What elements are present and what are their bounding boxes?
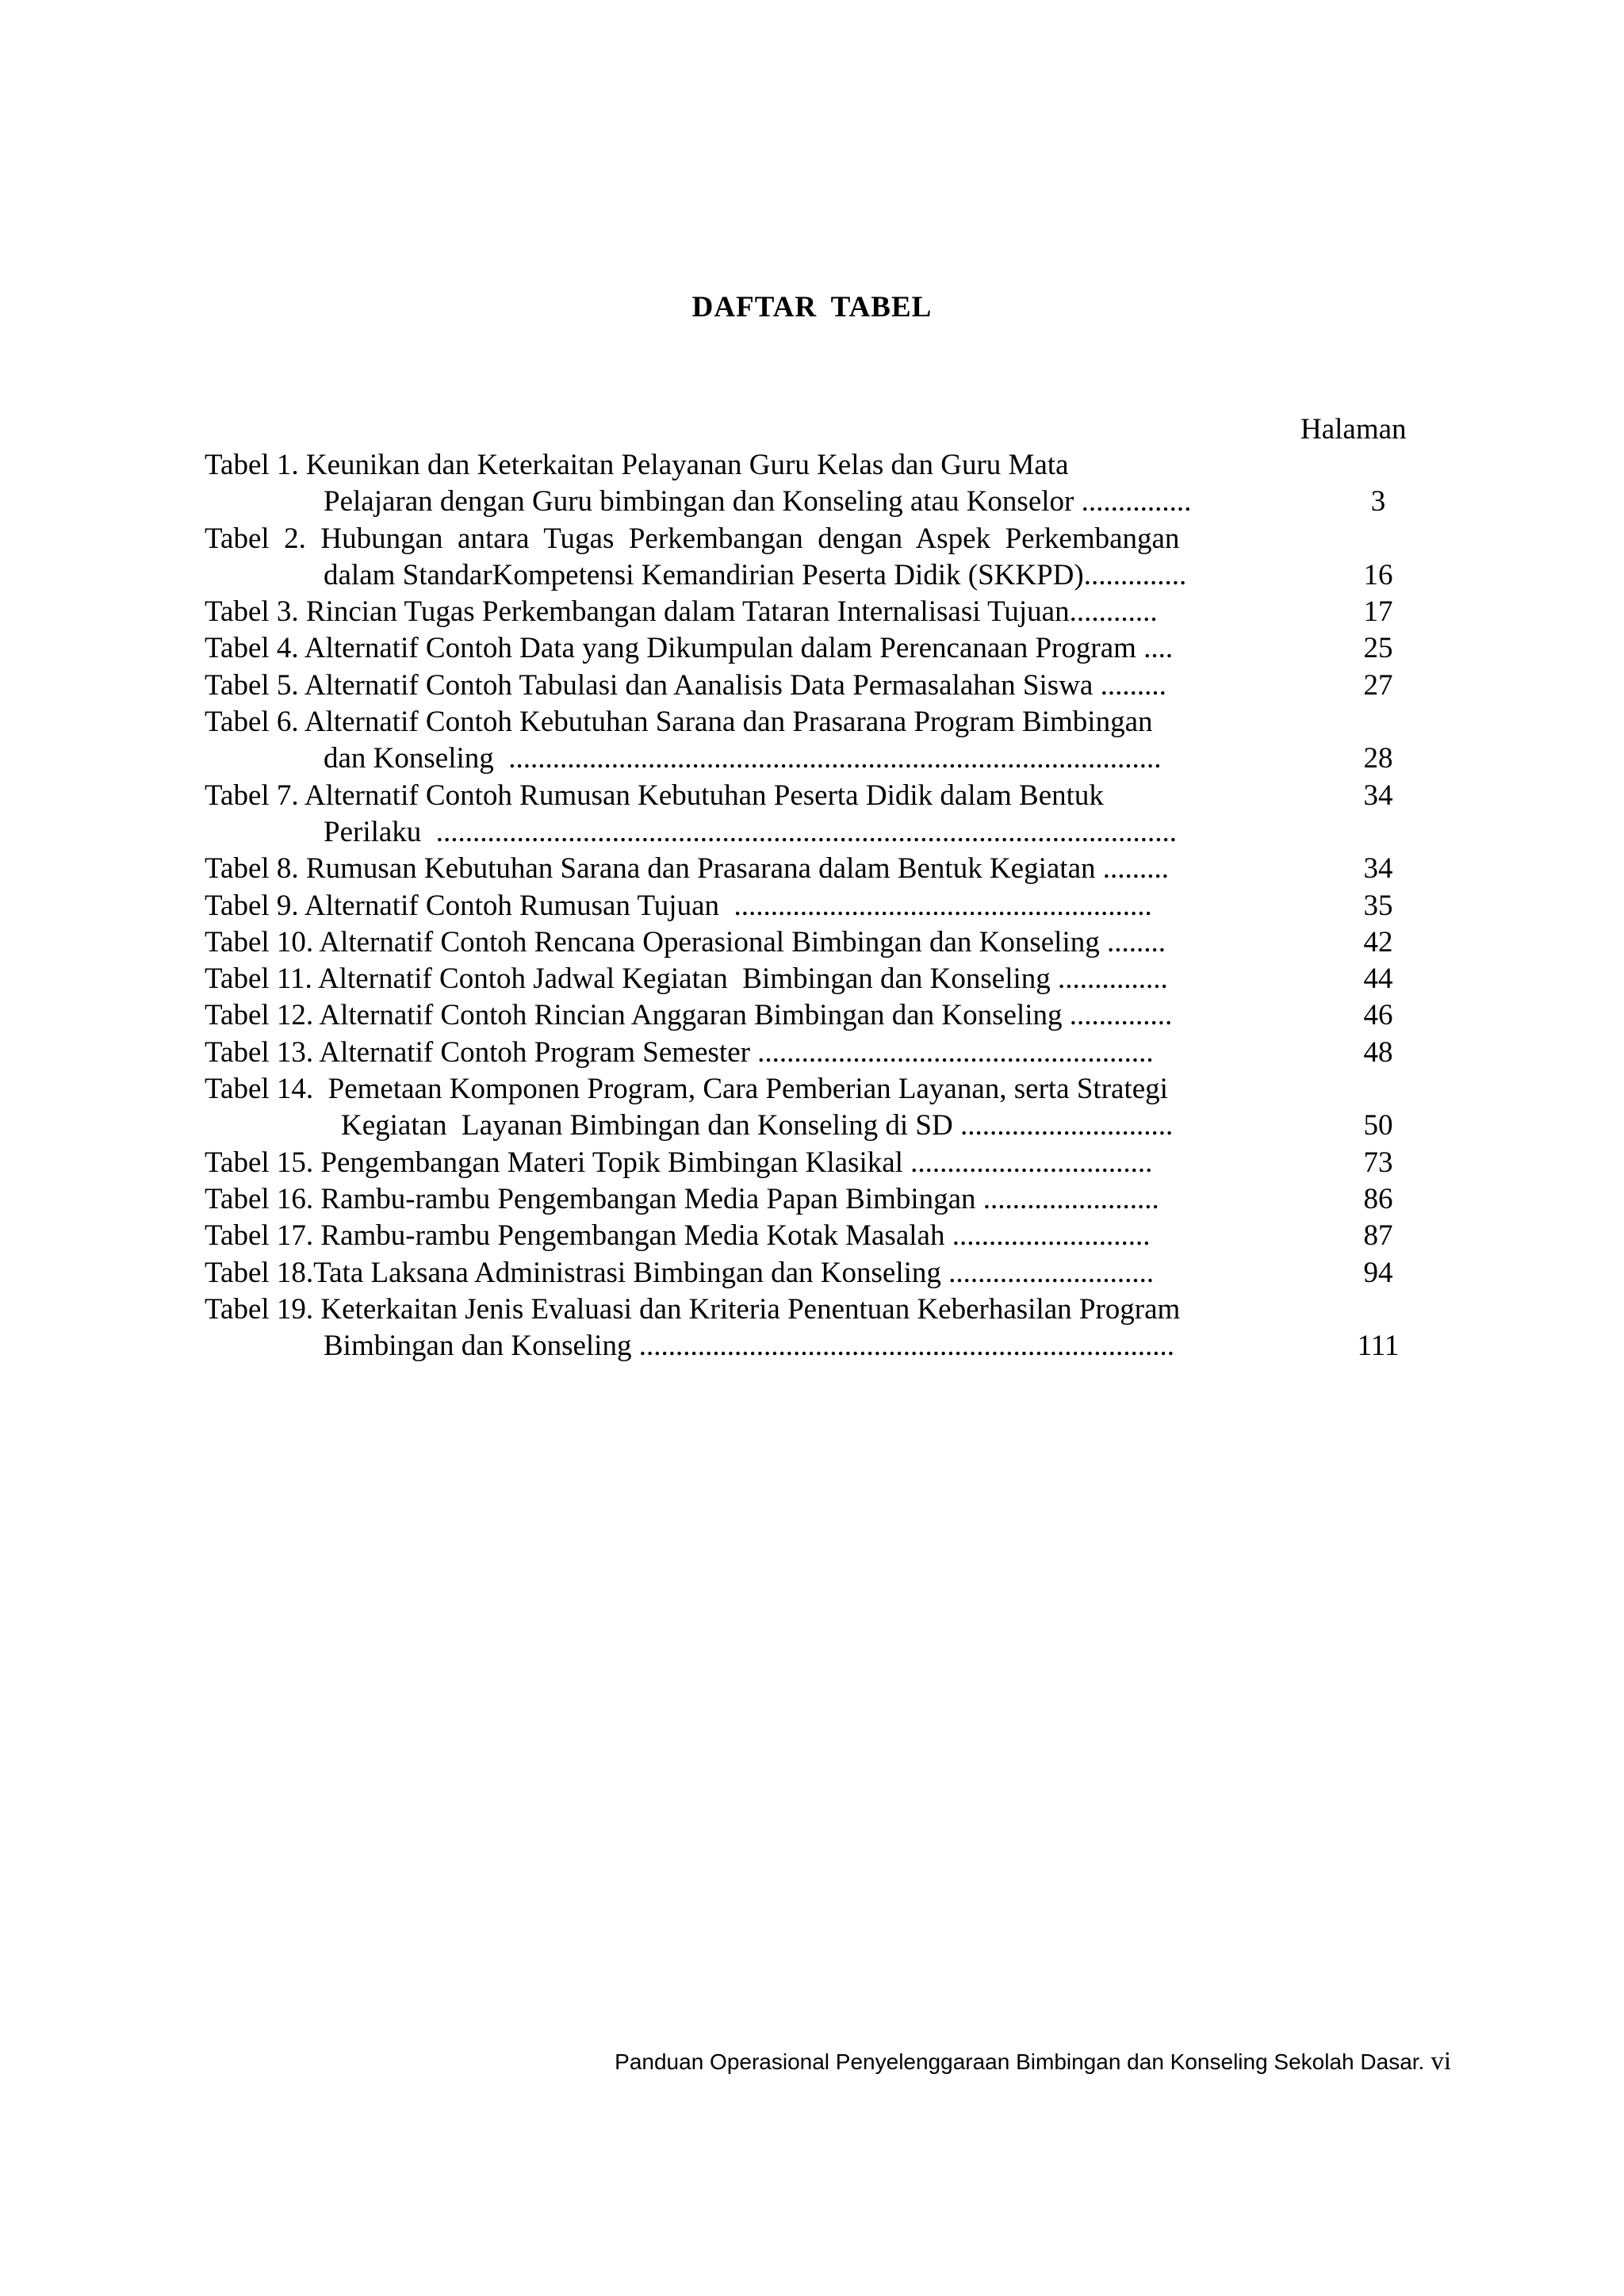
toc-entry-title: Tabel 6. Alternatif Contoh Kebutuhan Sarana dan Prasarana Program Bimbingan xyxy=(205,706,1153,739)
toc-entry xyxy=(205,1035,1434,1071)
toc-entry xyxy=(205,924,1434,961)
page-title: DAFTAR TABEL xyxy=(691,291,933,323)
toc-entry-page: 34 xyxy=(1363,852,1393,886)
toc-entry-page: 34 xyxy=(1363,779,1393,812)
page-number: vi xyxy=(1431,2047,1451,2076)
toc-entry-title: Tabel 15. Pengembangan Materi Topik Bimbingan Klasikal ................................. xyxy=(205,1146,1153,1179)
toc-entry-page: 28 xyxy=(1363,742,1393,775)
toc-entry-page: 94 xyxy=(1363,1256,1393,1289)
toc-entry xyxy=(205,1145,1434,1181)
toc-entry xyxy=(205,961,1434,997)
toc-entry-page: 44 xyxy=(1363,962,1393,996)
footer-title: Panduan Operasional Penyelenggaraan Bimbingan dan Konseling Sekolah Dasar. xyxy=(615,2049,1425,2074)
toc-entry xyxy=(205,630,1434,667)
toc-entry xyxy=(205,997,1434,1034)
toc-entry xyxy=(205,1071,1434,1145)
toc-entry-title: Tabel 17. Rambu-rambu Pengembangan Media Kotak Masalah ........................... xyxy=(205,1219,1151,1253)
toc-entry-title: Tabel 1. Keunikan dan Keterkaitan Pelayanan Guru Kelas dan Guru Mata xyxy=(205,449,1069,481)
toc-entry-page: 46 xyxy=(1363,999,1393,1032)
toc-entry-continuation: dalam StandarKompetensi Kemandirian Peserta Didik (SKKPD).............. xyxy=(324,558,1187,591)
toc-entry-title: Tabel 19. Keterkaitan Jenis Evaluasi dan Kriteria Penentuan Keberhasilan Program xyxy=(205,1292,1181,1326)
toc-entry-page: 3 xyxy=(1370,485,1386,519)
page-footer xyxy=(0,2047,1451,2076)
toc-entry-title: Tabel 13. Alternatif Contoh Program Semester ...................................................... xyxy=(205,1035,1154,1069)
toc-entry-title: Tabel 10. Alternatif Contoh Rencana Operasional Bimbingan dan Konseling ........ xyxy=(205,925,1166,959)
toc-entry xyxy=(205,1292,1434,1365)
toc-entry xyxy=(205,594,1434,630)
toc-entry xyxy=(205,668,1434,704)
page-column-header: Halaman xyxy=(1300,413,1407,446)
toc-entry-page: 86 xyxy=(1363,1182,1393,1215)
toc-entry xyxy=(205,447,1434,521)
toc-entry-title: Tabel 8. Rumusan Kebutuhan Sarana dan Prasarana dalam Bentuk Kegiatan ......... xyxy=(205,852,1169,886)
toc-entry-page: 27 xyxy=(1363,668,1393,702)
toc-entry-title: Tabel 4. Alternatif Contoh Data yang Dikumpulan dalam Perencanaan Program .... xyxy=(205,632,1174,665)
toc-entry-page: 17 xyxy=(1363,595,1393,629)
toc-entry-title: Tabel 9. Alternatif Contoh Rumusan Tujuan ......................................................... xyxy=(205,889,1152,922)
toc-entry xyxy=(205,521,1434,595)
toc-entry-continuation: Pelajaran dengan Guru bimbingan dan Konseling atau Konselor ............... xyxy=(324,485,1192,519)
toc-entry xyxy=(205,888,1434,924)
toc-entry-page: 111 xyxy=(1357,1330,1400,1363)
toc-entry-continuation: Bimbingan dan Konseling ......................................................................... xyxy=(324,1330,1174,1363)
toc-entry-title: Tabel 11. Alternatif Contoh Jadwal Kegiatan Bimbingan dan Konseling ............... xyxy=(205,962,1168,996)
toc-entry-title: Tabel 12. Alternatif Contoh Rincian Anggaran Bimbingan dan Konseling .............. xyxy=(205,999,1173,1032)
toc-entry-page: 25 xyxy=(1363,632,1393,665)
toc-entry-continuation: Perilaku ..................................................................................................... xyxy=(324,815,1178,848)
toc-entry xyxy=(205,1181,1434,1218)
toc-entry-title: Tabel 7. Alternatif Contoh Rumusan Kebutuhan Peserta Didik dalam Bentuk xyxy=(205,779,1104,812)
toc-entry-page: 50 xyxy=(1363,1109,1393,1142)
toc-entry-title: Tabel 5. Alternatif Contoh Tabulasi dan Aanalisis Data Permasalahan Siswa ......... xyxy=(205,668,1166,702)
toc-entry-page: 35 xyxy=(1363,889,1393,922)
toc-entry-continuation: Kegiatan Layanan Bimbingan dan Konseling di SD ............................. xyxy=(341,1109,1174,1142)
toc-entry xyxy=(205,704,1434,778)
table-of-tables xyxy=(205,447,1434,1364)
toc-entry-title: Tabel 2. Hubungan antara Tugas Perkembangan dengan Aspek Perkembangan xyxy=(205,522,1180,555)
toc-entry xyxy=(205,778,1434,851)
toc-entry xyxy=(205,1218,1434,1254)
toc-entry-page: 42 xyxy=(1363,925,1393,959)
toc-entry-page: 73 xyxy=(1363,1146,1393,1179)
toc-entry-page: 87 xyxy=(1363,1219,1393,1253)
toc-entry-page: 16 xyxy=(1363,558,1393,591)
toc-entry-title: Tabel 3. Rincian Tugas Perkembangan dalam Tataran Internalisasi Tujuan............ xyxy=(205,595,1158,629)
toc-entry-page: 48 xyxy=(1363,1035,1393,1069)
toc-entry xyxy=(205,1255,1434,1292)
toc-entry-title: Tabel 16. Rambu-rambu Pengembangan Media Papan Bimbingan ........................ xyxy=(205,1182,1159,1215)
toc-entry xyxy=(205,851,1434,887)
toc-entry-title: Tabel 14. Pemetaan Komponen Program, Cara Pemberian Layanan, serta Strategi xyxy=(205,1073,1168,1106)
toc-entry-continuation: dan Konseling ......................................................................................... xyxy=(324,742,1162,775)
toc-entry-title: Tabel 18.Tata Laksana Administrasi Bimbingan dan Konseling ............................ xyxy=(205,1256,1155,1289)
